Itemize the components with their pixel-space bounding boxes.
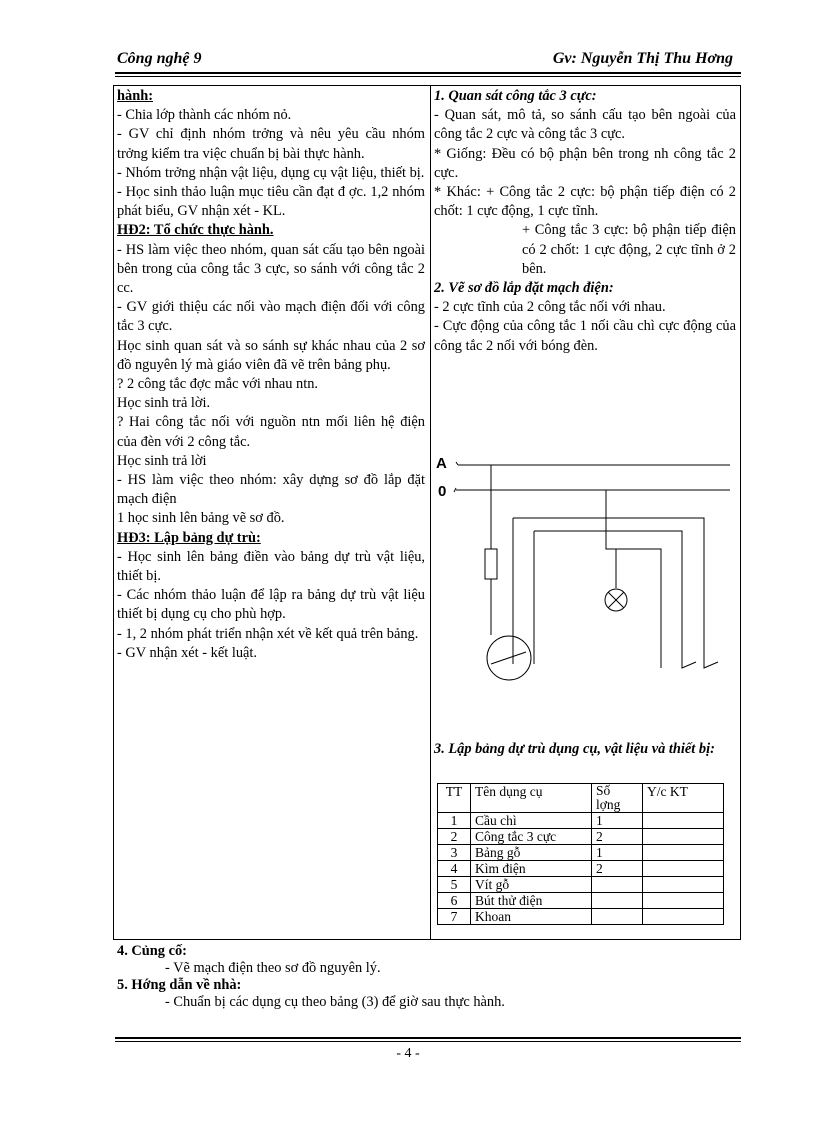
section-5-line: - Chuẩn bị các dụng cụ theo bảng (3) để giờ sau thực hành. — [165, 994, 505, 1010]
header-rule-thin — [115, 76, 741, 77]
table-row — [438, 813, 724, 829]
fuse-icon — [485, 549, 497, 579]
cell: 2 — [592, 829, 643, 845]
cell: 5 — [438, 877, 471, 893]
th-qty: Số lợng — [592, 784, 643, 813]
cell — [643, 877, 724, 893]
th-name: Tên dụng cụ — [471, 784, 592, 813]
cell: Bảng gỗ — [471, 845, 592, 861]
section-4-line: - Vẽ mạch điện theo sơ đồ nguyên lý. — [165, 960, 381, 976]
th-tt: TT — [438, 784, 471, 813]
cell: 6 — [438, 893, 471, 909]
cell — [643, 893, 724, 909]
left-p17: - GV nhận xét - kết luật. — [117, 644, 258, 661]
table-row — [438, 829, 724, 845]
left-p1: - Chia lớp thành các nhóm nỏ. — [117, 107, 292, 124]
switch-1-contact — [491, 652, 526, 664]
column-divider — [430, 85, 431, 940]
table-row — [438, 909, 724, 925]
cell — [592, 909, 643, 925]
left-p7: Học sinh quan sát và so sánh sự khác nhau của 2 sơ đồ nguyên lý mà giáo viên đã vẽ trên bảng phụ. — [117, 337, 425, 373]
left-p12: - HS làm việc theo nhóm: xây dựng sơ đồ lắp đặt mạch điện — [117, 472, 425, 508]
phase-tick — [456, 462, 458, 465]
left-p10: ? Hai công tắc nối với nguồn ntn mối liên hệ điện của đèn với 2 công tắc. — [117, 414, 425, 450]
footer-rule-thin — [115, 1041, 741, 1042]
right-r4: + Công tắc 3 cực: bộ phận tiếp điện có 2 chốt: 1 cực động, 2 cực tĩnh ở 2 bên. — [522, 222, 736, 277]
cell — [643, 861, 724, 877]
cell — [592, 877, 643, 893]
cell: 3 — [438, 845, 471, 861]
left-hd3: HĐ3: Lập bảng dự trù: — [117, 529, 261, 546]
right-r2: * Giống: Đều có bộ phận bên trong nh công tắc 2 cực. — [434, 145, 736, 181]
table-row — [438, 845, 724, 861]
cell: Vít gỗ — [471, 877, 592, 893]
header-teacher: Gv: Nguyễn Thị Thu Hơng — [552, 50, 733, 67]
right-h2: 2. Vẽ sơ đồ lắp đặt mạch điện: — [434, 280, 614, 297]
left-p8: ? 2 công tắc đợc mắc với nhau ntn. — [117, 376, 319, 393]
cell — [592, 893, 643, 909]
neutral-tick — [454, 488, 456, 492]
left-p4: - Học sinh thảo luận mục tiêu cần đạt đ ợc. 1,2 nhóm phát biểu, GV nhận xét - KL. — [117, 184, 425, 220]
table-row — [438, 877, 724, 893]
table-row — [438, 893, 724, 909]
cell: Kìm điện — [471, 861, 592, 877]
wire-outer-loop — [513, 518, 718, 668]
cell — [643, 829, 724, 845]
cell: 7 — [438, 909, 471, 925]
th-req: Y/c KT — [643, 784, 724, 813]
left-p16: - 1, 2 nhóm phát triển nhận xét về kết quả trên bảng. — [117, 625, 419, 642]
label-o: 0 — [438, 483, 447, 500]
cell: Bút thử điện — [471, 893, 592, 909]
wire-lamp-neutral — [606, 490, 661, 668]
left-p11: Học sinh trả lời — [117, 452, 207, 469]
section-5-heading: 5. Hớng dẫn về nhà: — [117, 977, 242, 993]
left-p13: 1 học sinh lên bảng vẽ sơ đồ. — [117, 510, 285, 527]
bottom-section — [117, 943, 737, 1011]
circuit-diagram — [434, 452, 736, 714]
right-h3: 3. Lập bảng dự trù dụng cụ, vật liệu và thiết bị: — [434, 741, 715, 757]
page-number: - 4 - — [396, 1046, 420, 1061]
cell: 2 — [592, 861, 643, 877]
footer-rule — [115, 1037, 741, 1039]
left-p6: - GV giới thiệu các nối vào mạch điện đối với công tắc 3 cực. — [117, 299, 425, 335]
left-heading-top: hành: — [117, 88, 153, 104]
section-4-heading: 4. Củng cố: — [117, 943, 187, 959]
table-header-row — [438, 784, 724, 813]
cell: Khoan — [471, 909, 592, 925]
left-p5: - HS làm việc theo nhóm, quan sát cấu tạo bên ngoài bên trong của công tắc 3 cực, so sánh với công tắc 2 cc. — [117, 241, 425, 297]
header-subject: Công nghệ 9 — [117, 50, 202, 67]
section-3-heading-wrap — [434, 740, 736, 759]
cell — [643, 813, 724, 829]
cell — [643, 845, 724, 861]
equipment-table — [437, 783, 724, 925]
left-p2: - GV chỉ định nhóm trởng và nêu yêu cầu nhóm trởng kiểm tra việc chuẩn bị bài thực hành. — [117, 126, 425, 162]
right-r6: - Cực động của công tắc 1 nối cầu chì cực động của công tắc 2 nối với bóng đèn. — [434, 318, 736, 354]
left-hd2: HĐ2: Tổ chức thực hành. — [117, 222, 274, 239]
right-r3: * Khác: + Công tắc 2 cực: bộ phận tiếp điện có 2 chốt: 1 cực động, 1 cực tĩnh. — [434, 184, 736, 220]
cell: 2 — [438, 829, 471, 845]
left-p3: - Nhóm trởng nhận vật liệu, dụng cụ vật liệu, thiết bị. — [117, 164, 425, 181]
cell: 1 — [592, 813, 643, 829]
right-r5: - 2 cực tĩnh của 2 công tắc nối với nhau. — [434, 299, 666, 316]
cell: Cầu chì — [471, 813, 592, 829]
cell — [643, 909, 724, 925]
cell: 4 — [438, 861, 471, 877]
cell: 1 — [592, 845, 643, 861]
right-r1: - Quan sát, mô tả, so sánh cấu tạo bên ngoài của công tắc 2 cực và công tắc 3 cực. — [434, 107, 736, 143]
left-p9: Học sinh trả lời. — [117, 395, 211, 412]
left-p15: - Các nhóm thảo luận để lập ra bảng dự trù vật liệu thiết bị dụng cụ cho phù hợp. — [117, 587, 425, 623]
label-a: A — [436, 455, 447, 472]
right-column — [434, 87, 736, 356]
left-column — [117, 87, 425, 663]
cell: 1 — [438, 813, 471, 829]
table-row — [438, 861, 724, 877]
page-header — [115, 50, 741, 72]
header-rule — [115, 72, 741, 74]
right-h1: 1. Quan sát công tắc 3 cực: — [434, 88, 597, 104]
left-p14: - Học sinh lên bảng điền vào bảng dự trù vật liệu, thiết bị. — [117, 548, 425, 585]
cell: Công tắc 3 cực — [471, 829, 592, 845]
